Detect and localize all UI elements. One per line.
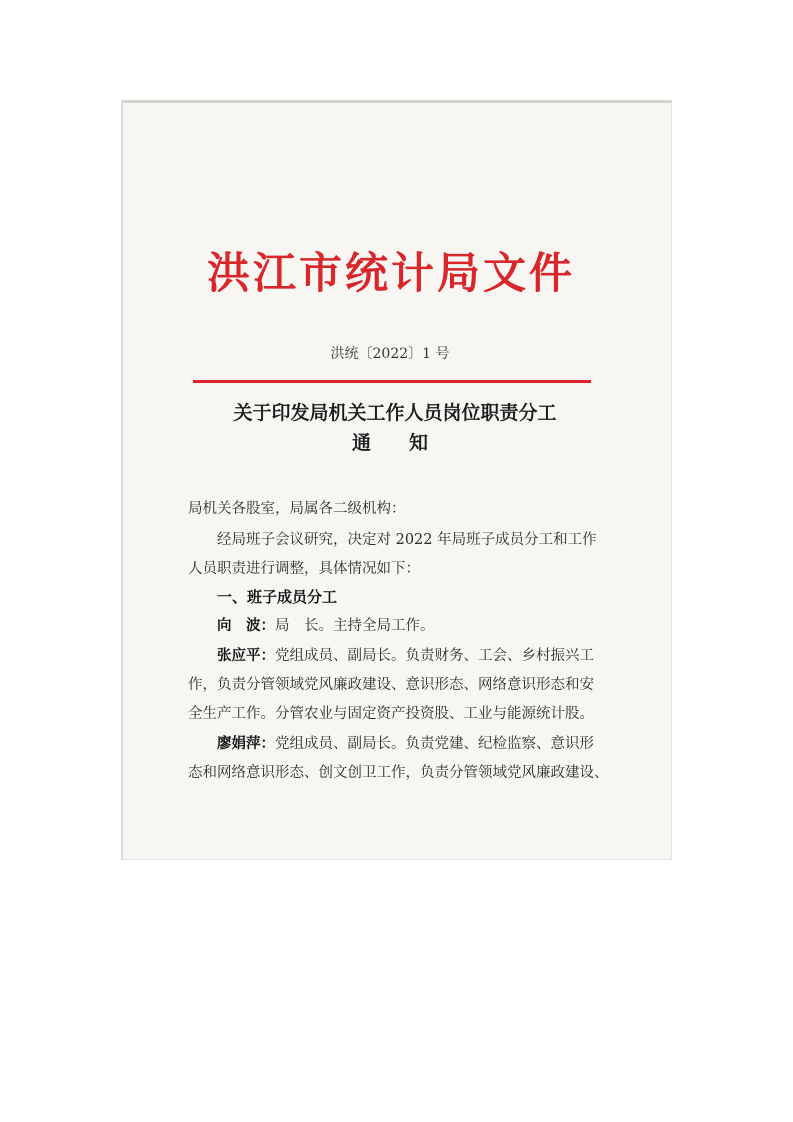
issuer-header: 洪江市统计局文件 — [207, 249, 575, 299]
intro-paragraph-line1: 经局班子会议研究，决定对 2022 年局班子成员分工和工作 — [217, 532, 597, 548]
member-entry-3 — [217, 732, 594, 753]
member-duty: 党组成员、副局长。负责党建、纪检监察、意识形 — [275, 736, 594, 752]
document-number: 洪统〔2022〕1 号 — [330, 346, 450, 362]
member-name: 张应平： — [217, 647, 275, 664]
salutation: 局机关各股室，局属各二级机构： — [188, 501, 406, 517]
member-name: 廖娟萍： — [217, 735, 275, 752]
member-entry-3-line2: 态和网络意识形态、创文创卫工作，负责分管领域党风廉政建设、 — [188, 765, 609, 781]
member-entry-2-line3: 全生产工作。分管农业与固定资产投资股、工业与能源统计股。 — [188, 706, 594, 722]
section-heading: 一、班子成员分工 — [217, 588, 338, 606]
document-title-notice: 通知 — [351, 432, 466, 454]
member-entry-2 — [217, 644, 594, 665]
member-duty: 党组成员、副局长。负责财务、工会、乡村振兴工 — [275, 648, 594, 664]
scan-top-edge — [121, 100, 672, 103]
document-title: 关于印发局机关工作人员岗位职责分工 — [233, 402, 557, 424]
member-duty: 局 长。主持全局工作。 — [275, 618, 435, 634]
member-name: 向 波： — [217, 617, 275, 634]
member-entry-1 — [217, 614, 435, 635]
intro-paragraph-line2: 人员职责进行调整，具体情况如下： — [188, 561, 420, 577]
red-separator-rule — [193, 380, 591, 383]
scan-left-edge — [121, 100, 123, 860]
member-entry-2-line2: 作，负责分管领域党风廉政建设、意识形态、网络意识形态和安 — [188, 677, 594, 693]
